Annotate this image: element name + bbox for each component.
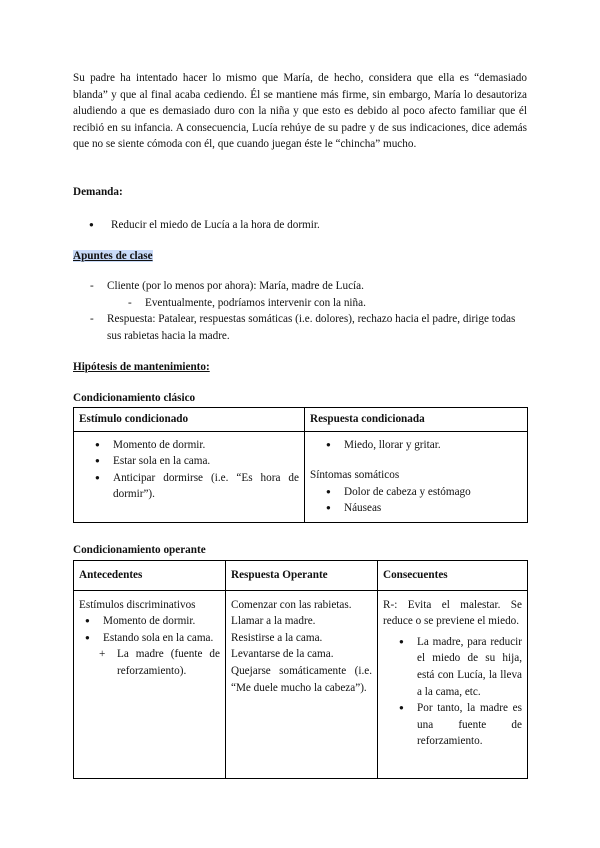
apuntes-item-cliente: - Cliente (por lo menos por ahora): María, madre de Lucía. (73, 278, 527, 295)
operante-col3-header: Consecuentes (378, 561, 528, 591)
operante-col1-header: Antecedentes (74, 561, 226, 591)
clasico-col2-cell (305, 431, 528, 522)
operante-col2-header: Respuesta Operante (226, 561, 378, 591)
clasico-heading: Condicionamiento clásico (73, 392, 196, 404)
apuntes-heading: Apuntes de clase (73, 250, 153, 262)
operante-col3-cell (378, 590, 528, 778)
apuntes-subitem: - Eventualmente, podríamos intervenir con la niña. (73, 295, 527, 312)
apuntes-heading-wrap (73, 248, 527, 265)
operante-response-line: Llamar a la madre. (231, 615, 316, 628)
operante-table (73, 560, 528, 779)
clasico-sintomas-label: Síntomas somáticos (310, 469, 400, 482)
demanda-list (73, 217, 527, 234)
operante-response-line: Resistirse a la cama. (231, 631, 323, 644)
demanda-heading: Demanda: (73, 186, 123, 198)
operante-antecedent-item: ● Estando sola en la cama. (79, 630, 220, 647)
clasico-sintoma-item: ● Náuseas (310, 500, 522, 517)
clasico-sintoma-item: ● Dolor de cabeza y estómago (310, 484, 522, 501)
clasico-col2-header: Respuesta condicionada (305, 408, 528, 432)
operante-plus-item: + La madre (fuente de reforzamiento). (79, 646, 220, 679)
clasico-stimulus-item: ● Momento de dormir. (79, 437, 299, 454)
operante-heading: Condicionamiento operante (73, 544, 206, 556)
clasico-col1-header: Estímulo condicionado (74, 408, 305, 432)
operante-response-line: Comenzar con las rabietas. (231, 598, 352, 611)
operante-consequent-item: ● Por tanto, la madre es una fuente de reforzamiento. (383, 700, 522, 750)
apuntes-list (73, 278, 527, 344)
demanda-item: ● Reducir el miedo de Lucía a la hora de dormir. (73, 217, 527, 234)
operante-response-line: Levantarse de la cama. (231, 648, 334, 661)
operante-consequent-intro: R-: Evita el malestar. Se reduce o se previene el miedo. (383, 598, 522, 628)
clasico-col1-cell (74, 431, 305, 522)
operante-col2-cell (226, 590, 378, 778)
operante-col1-cell (74, 590, 226, 778)
clasico-stimulus-item: ● Estar sola en la cama. (79, 453, 299, 470)
clasico-table (73, 407, 528, 523)
operante-response-line: Quejarse somáticamente (i.e. “Me duele mucho la cabeza”). (231, 664, 372, 694)
intro-paragraph: Su padre ha intentado hacer lo mismo que María, de hecho, considera que ella es “demasiado blanda” y que al final acaba cediendo. Él se mantiene más firme, sin embargo, María lo desautoriza aludiendo a que es demasiado duro con la niña y que esto es debido al poco afecto familiar que él recibió en su infancia. A consecuencia, Lucía rehúye de su padre y de sus indicaciones, dice además que no se siente cómoda con él, que cuando juegan éste le “chincha” mucho. (73, 72, 527, 151)
operante-antecedent-item: ● Momento de dormir. (79, 613, 220, 630)
clasico-response-item: ● Miedo, llorar y gritar. (310, 437, 522, 454)
hipotesis-heading: Hipótesis de mantenimiento: (73, 361, 210, 373)
apuntes-item-respuesta: - Respuesta: Patalear, respuestas somáticas (i.e. dolores), rechazo hacia el padre, dirige todas sus rabietas hacia la madre. (73, 311, 527, 344)
operante-estimulos-label: Estímulos discriminativos (79, 598, 196, 611)
operante-consequent-item: ● La madre, para reducir el miedo de su hija, está con Lucía, la lleva a la cama, etc. (383, 634, 522, 700)
clasico-stimulus-item: ● Anticipar dormirse (i.e. “Es hora de dormir”). (79, 470, 299, 503)
